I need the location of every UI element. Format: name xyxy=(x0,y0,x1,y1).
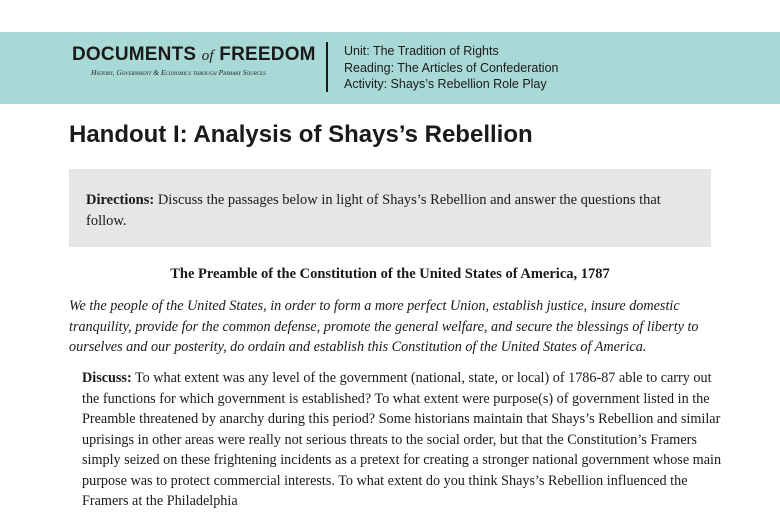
passage-title: The Preamble of the Constitution of the United States of America, 1787 xyxy=(170,266,610,282)
header-divider xyxy=(326,42,328,92)
discuss-label: Discuss: xyxy=(82,370,132,386)
directions-label: Directions: xyxy=(86,192,155,208)
unit-info xyxy=(344,43,558,93)
brand-title-left: DOCUMENTS xyxy=(72,44,197,65)
page-title: Handout I: Analysis of Shays’s Rebellion xyxy=(69,121,533,148)
activity-label: Activity: Shays’s Rebellion Role Play xyxy=(344,77,547,91)
brand-title xyxy=(72,44,316,67)
passage-text: We the people of the United States, in order to form a more perfect Union, establish justice, insure domestic tranquility, provide for the common defense, promote the general welfare, and secure the blessings of liberty to ourselves and our posterity, do ordain and establish this Constitution of the United States of America. xyxy=(69,298,699,355)
reading-label: Reading: The Articles of Confederation xyxy=(344,60,559,75)
directions-text xyxy=(86,190,692,232)
directions-body: Discuss the passages below in light of Shays’s Rebellion and answer the questions that follow. xyxy=(86,192,661,229)
header-banner xyxy=(0,32,780,104)
brand-subtitle: History, Government & Economics through Primary Sources xyxy=(91,68,266,77)
discuss-body: To what extent was any level of the government (national, state, or local) of 1786-87 able to carry out the functions for which government is established? To what extent were purpose(s) of government listed in the Preamble threatened by anarchy during this period? Some historians maintain that Shays’s Rebellion and similar uprisings in other areas were really not serious threats to the social order, but that the Constitution’s Framers simply seized on these frightening incidents as a pretext for creating a stronger national government whose main purpose was to protect commercial interests. To what extent do you think Shays’s Rebellion influenced the Framers at the Philadelphia xyxy=(82,370,722,509)
brand-title-of: of xyxy=(201,48,214,64)
directions-box xyxy=(69,169,711,247)
brand-title-right: FREEDOM xyxy=(219,44,316,65)
discuss-text xyxy=(82,368,722,512)
brand-logo xyxy=(72,44,316,77)
unit-label: Unit: The Tradition of Rights xyxy=(344,44,499,58)
